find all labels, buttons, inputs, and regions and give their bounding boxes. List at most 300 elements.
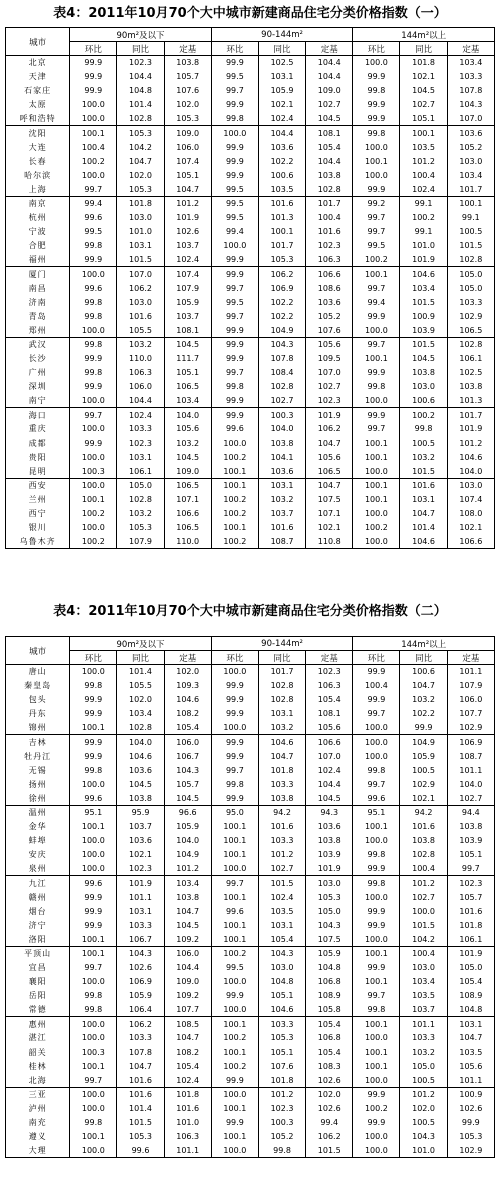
index-value-cell: 102.8 (400, 848, 447, 862)
city-name-cell: 北海 (6, 1073, 70, 1087)
index-value-cell: 100.0 (70, 478, 117, 492)
index-value-cell: 101.6 (400, 478, 447, 492)
index-value-cell: 100.0 (353, 323, 400, 337)
index-value-cell: 101.7 (306, 196, 353, 210)
index-value-cell: 100.0 (353, 1144, 400, 1158)
table-row (6, 975, 495, 989)
index-value-cell: 105.3 (164, 112, 211, 126)
index-value-cell: 101.2 (258, 848, 305, 862)
index-value-cell: 103.2 (164, 436, 211, 450)
index-value-cell: 101.8 (447, 918, 494, 932)
city-name-cell: 南充 (6, 1116, 70, 1130)
sub-header: 同比 (258, 42, 305, 56)
index-value-cell: 100.1 (211, 834, 258, 848)
index-value-cell: 104.7 (306, 478, 353, 492)
index-value-cell: 103.1 (258, 707, 305, 721)
index-value-cell: 104.3 (117, 946, 164, 960)
table-row (6, 380, 495, 394)
index-value-cell: 103.4 (447, 168, 494, 182)
index-value-cell: 105.9 (306, 946, 353, 960)
city-name-cell: 平顶山 (6, 946, 70, 960)
index-value-cell: 103.5 (447, 1045, 494, 1059)
index-value-cell: 105.8 (306, 1003, 353, 1017)
index-value-cell: 106.0 (117, 380, 164, 394)
index-value-cell: 103.2 (258, 492, 305, 506)
table-row (6, 876, 495, 890)
index-value-cell: 99.9 (211, 154, 258, 168)
index-value-cell: 103.8 (164, 56, 211, 70)
city-name-cell: 岳阳 (6, 989, 70, 1003)
index-value-cell: 100.1 (353, 1045, 400, 1059)
index-value-cell: 104.5 (164, 918, 211, 932)
index-value-cell: 102.8 (306, 182, 353, 196)
index-value-cell: 100.2 (400, 211, 447, 225)
index-value-cell: 99.6 (211, 904, 258, 918)
index-value-cell: 104.7 (164, 904, 211, 918)
index-value-cell: 99.7 (70, 960, 117, 974)
index-value-cell: 101.5 (400, 918, 447, 932)
index-value-cell: 104.6 (447, 450, 494, 464)
index-value-cell: 105.3 (117, 182, 164, 196)
index-value-cell: 103.6 (447, 126, 494, 140)
table-row (6, 791, 495, 805)
city-name-cell: 深圳 (6, 380, 70, 394)
index-value-cell: 108.2 (164, 1045, 211, 1059)
index-value-cell: 99.6 (117, 1144, 164, 1158)
index-value-cell: 99.7 (353, 337, 400, 351)
index-value-cell: 101.6 (117, 1073, 164, 1087)
index-value-cell: 104.3 (164, 763, 211, 777)
index-value-cell: 99.9 (211, 679, 258, 693)
table-row (6, 436, 495, 450)
index-value-cell: 101.1 (447, 763, 494, 777)
index-value-cell: 104.8 (258, 975, 305, 989)
city-name-cell: 洛阳 (6, 932, 70, 946)
table-row (6, 478, 495, 492)
index-value-cell: 107.8 (117, 1045, 164, 1059)
index-value-cell: 101.2 (447, 436, 494, 450)
index-value-cell: 99.9 (211, 56, 258, 70)
index-value-cell: 103.3 (117, 918, 164, 932)
index-value-cell: 102.2 (258, 309, 305, 323)
index-value-cell: 102.2 (258, 154, 305, 168)
table-row (6, 749, 495, 763)
index-value-cell: 109.5 (306, 351, 353, 365)
index-value-cell: 99.6 (70, 281, 117, 295)
index-value-cell: 103.6 (117, 834, 164, 848)
index-value-cell: 106.2 (306, 422, 353, 436)
table-row (6, 834, 495, 848)
index-value-cell: 103.8 (164, 890, 211, 904)
sub-header: 环比 (353, 42, 400, 56)
index-value-cell: 99.9 (353, 960, 400, 974)
index-value-cell: 99.9 (353, 182, 400, 196)
index-value-cell: 104.9 (164, 848, 211, 862)
table-row (6, 98, 495, 112)
city-name-cell: 郑州 (6, 323, 70, 337)
index-value-cell: 103.8 (258, 791, 305, 805)
index-value-cell: 105.2 (306, 309, 353, 323)
index-value-cell: 107.9 (164, 281, 211, 295)
sub-header: 定基 (447, 42, 494, 56)
index-value-cell: 103.5 (258, 904, 305, 918)
index-value-cell: 100.3 (70, 464, 117, 478)
index-value-cell: 99.7 (211, 876, 258, 890)
index-value-cell: 103.2 (117, 507, 164, 521)
index-value-cell: 103.8 (400, 366, 447, 380)
index-value-cell: 106.9 (447, 735, 494, 749)
index-value-cell: 106.0 (447, 693, 494, 707)
index-value-cell: 109.0 (306, 84, 353, 98)
index-value-cell: 103.4 (117, 707, 164, 721)
index-value-cell: 101.4 (400, 521, 447, 535)
index-value-cell: 99.9 (211, 707, 258, 721)
index-value-cell: 101.5 (117, 1116, 164, 1130)
city-name-cell: 福州 (6, 253, 70, 267)
index-value-cell: 100.0 (70, 450, 117, 464)
index-value-cell: 99.8 (70, 1116, 117, 1130)
index-value-cell: 100.1 (211, 820, 258, 834)
index-value-cell: 102.7 (258, 862, 305, 876)
index-value-cell: 99.8 (70, 1003, 117, 1017)
index-value-cell: 99.9 (353, 918, 400, 932)
index-value-cell: 101.7 (258, 239, 305, 253)
index-value-cell: 99.5 (211, 182, 258, 196)
index-value-cell: 101.6 (117, 309, 164, 323)
table-row (6, 721, 495, 735)
index-value-cell: 104.5 (306, 112, 353, 126)
index-value-cell: 105.0 (447, 281, 494, 295)
index-value-cell: 105.5 (117, 323, 164, 337)
index-value-cell: 101.2 (400, 1087, 447, 1101)
index-value-cell: 104.0 (447, 464, 494, 478)
index-value-cell: 100.2 (353, 253, 400, 267)
index-value-cell: 103.9 (306, 848, 353, 862)
sub-header: 同比 (258, 651, 305, 665)
index-value-cell: 104.2 (400, 932, 447, 946)
index-value-cell: 104.8 (306, 960, 353, 974)
city-name-cell: 桂林 (6, 1059, 70, 1073)
city-name-cell: 湛江 (6, 1031, 70, 1045)
group-header: 144m²以上 (353, 28, 495, 42)
index-value-cell: 108.1 (164, 323, 211, 337)
city-name-cell: 九江 (6, 876, 70, 890)
index-value-cell: 102.8 (258, 679, 305, 693)
index-value-cell: 102.0 (306, 1087, 353, 1101)
index-value-cell: 100.2 (70, 507, 117, 521)
sub-header: 环比 (70, 42, 117, 56)
index-value-cell: 99.5 (211, 211, 258, 225)
index-value-cell: 101.7 (447, 408, 494, 422)
table-row (6, 154, 495, 168)
index-value-cell: 100.5 (447, 225, 494, 239)
index-value-cell: 100.0 (211, 975, 258, 989)
index-value-cell: 100.1 (258, 225, 305, 239)
index-value-cell: 99.4 (353, 295, 400, 309)
table-row (6, 295, 495, 309)
index-value-cell: 103.0 (117, 211, 164, 225)
index-value-cell: 101.4 (117, 1101, 164, 1115)
group-header: 90m²及以下 (70, 28, 212, 42)
index-value-cell: 100.6 (258, 168, 305, 182)
index-value-cell: 100.0 (353, 168, 400, 182)
index-value-cell: 104.6 (400, 535, 447, 549)
index-value-cell: 99.9 (211, 735, 258, 749)
index-value-cell: 102.1 (306, 521, 353, 535)
table-row (6, 253, 495, 267)
index-value-cell: 105.3 (258, 253, 305, 267)
index-value-cell: 103.2 (400, 1045, 447, 1059)
index-value-cell: 99.9 (353, 665, 400, 679)
city-name-cell: 石家庄 (6, 84, 70, 98)
index-value-cell: 100.0 (400, 904, 447, 918)
index-value-cell: 107.0 (306, 749, 353, 763)
index-value-cell: 103.0 (447, 478, 494, 492)
index-value-cell: 107.1 (164, 492, 211, 506)
index-value-cell: 107.4 (447, 492, 494, 506)
city-column-header: 城市 (6, 28, 70, 56)
city-name-cell: 南宁 (6, 394, 70, 408)
city-name-cell: 赣州 (6, 890, 70, 904)
index-value-cell: 99.8 (70, 679, 117, 693)
index-value-cell: 102.1 (258, 98, 305, 112)
index-value-cell: 102.0 (400, 1101, 447, 1115)
index-value-cell: 99.9 (70, 56, 117, 70)
city-name-cell: 呼和浩特 (6, 112, 70, 126)
city-name-cell: 襄阳 (6, 975, 70, 989)
index-value-cell: 101.1 (447, 665, 494, 679)
index-value-cell: 104.7 (400, 679, 447, 693)
index-value-cell: 100.1 (211, 848, 258, 862)
city-name-cell: 无锡 (6, 763, 70, 777)
index-value-cell: 104.7 (117, 154, 164, 168)
index-value-cell: 99.1 (400, 196, 447, 210)
index-value-cell: 105.4 (164, 1059, 211, 1073)
index-value-cell: 99.9 (353, 904, 400, 918)
index-value-cell: 100.0 (70, 422, 117, 436)
index-value-cell: 101.9 (306, 862, 353, 876)
sub-header: 定基 (447, 651, 494, 665)
index-value-cell: 105.4 (306, 140, 353, 154)
index-value-cell: 103.6 (258, 464, 305, 478)
index-value-cell: 99.7 (211, 763, 258, 777)
index-value-cell: 100.0 (211, 436, 258, 450)
index-value-cell: 103.7 (164, 309, 211, 323)
table-row (6, 126, 495, 140)
index-value-cell: 94.2 (400, 805, 447, 819)
index-value-cell: 99.6 (70, 876, 117, 890)
index-value-cell: 103.7 (400, 1003, 447, 1017)
table-row (6, 989, 495, 1003)
index-value-cell: 99.9 (70, 735, 117, 749)
index-value-cell: 101.9 (447, 422, 494, 436)
index-value-cell: 100.0 (70, 777, 117, 791)
index-value-cell: 102.7 (447, 791, 494, 805)
index-value-cell: 103.7 (164, 239, 211, 253)
index-value-cell: 107.8 (258, 351, 305, 365)
index-value-cell: 107.4 (164, 154, 211, 168)
index-value-cell: 106.3 (117, 366, 164, 380)
index-value-cell: 108.4 (258, 366, 305, 380)
index-value-cell: 100.1 (353, 946, 400, 960)
index-value-cell: 105.4 (306, 1045, 353, 1059)
index-value-cell: 100.0 (70, 1101, 117, 1115)
table-row (6, 707, 495, 721)
index-value-cell: 100.2 (211, 492, 258, 506)
index-value-cell: 108.2 (164, 707, 211, 721)
index-value-cell: 100.0 (70, 834, 117, 848)
index-value-cell: 101.0 (164, 1116, 211, 1130)
index-value-cell: 100.2 (211, 1031, 258, 1045)
index-value-cell: 100.0 (353, 464, 400, 478)
table-row (6, 777, 495, 791)
index-value-cell: 104.1 (258, 450, 305, 464)
index-value-cell: 101.9 (306, 408, 353, 422)
index-value-cell: 100.0 (70, 98, 117, 112)
index-value-cell: 105.3 (306, 890, 353, 904)
index-value-cell: 102.6 (306, 1073, 353, 1087)
city-name-cell: 厦门 (6, 267, 70, 281)
index-value-cell: 103.1 (117, 239, 164, 253)
index-value-cell: 106.8 (306, 975, 353, 989)
index-value-cell: 100.0 (70, 862, 117, 876)
city-name-cell: 三亚 (6, 1087, 70, 1101)
index-value-cell: 102.8 (258, 380, 305, 394)
index-value-cell: 106.8 (306, 1031, 353, 1045)
index-value-cell: 99.9 (70, 693, 117, 707)
index-value-cell: 107.0 (117, 267, 164, 281)
city-name-cell: 乌鲁木齐 (6, 535, 70, 549)
index-value-cell: 106.5 (164, 380, 211, 394)
index-value-cell: 102.5 (258, 56, 305, 70)
index-value-cell: 100.0 (353, 140, 400, 154)
index-value-cell: 99.4 (306, 1116, 353, 1130)
index-value-cell: 102.0 (117, 168, 164, 182)
index-value-cell: 99.7 (70, 1073, 117, 1087)
city-name-cell: 常德 (6, 1003, 70, 1017)
index-value-cell: 103.6 (306, 295, 353, 309)
index-value-cell: 99.9 (70, 84, 117, 98)
index-value-cell: 100.6 (400, 394, 447, 408)
table-row (6, 1101, 495, 1115)
index-value-cell: 106.0 (164, 735, 211, 749)
city-name-cell: 包头 (6, 693, 70, 707)
index-value-cell: 102.5 (447, 366, 494, 380)
index-value-cell: 103.3 (447, 295, 494, 309)
index-value-cell: 101.8 (117, 196, 164, 210)
index-value-cell: 100.3 (258, 408, 305, 422)
index-value-cell: 103.1 (400, 492, 447, 506)
index-value-cell: 99.9 (211, 267, 258, 281)
index-value-cell: 100.1 (353, 154, 400, 168)
index-value-cell: 103.3 (447, 70, 494, 84)
index-value-cell: 109.2 (164, 932, 211, 946)
city-name-cell: 扬州 (6, 777, 70, 791)
city-name-cell: 广州 (6, 366, 70, 380)
index-value-cell: 99.4 (211, 225, 258, 239)
index-value-cell: 99.9 (353, 366, 400, 380)
index-value-cell: 104.0 (164, 834, 211, 848)
index-value-cell: 106.9 (117, 975, 164, 989)
index-value-cell: 105.3 (117, 126, 164, 140)
index-value-cell: 99.8 (258, 1144, 305, 1158)
index-value-cell: 107.6 (306, 323, 353, 337)
index-value-cell: 99.2 (353, 196, 400, 210)
sub-header: 同比 (117, 651, 164, 665)
index-value-cell: 105.4 (447, 975, 494, 989)
index-value-cell: 102.3 (117, 436, 164, 450)
table-row (6, 521, 495, 535)
index-value-cell: 99.9 (353, 112, 400, 126)
index-value-cell: 104.6 (164, 693, 211, 707)
index-value-cell: 109.0 (164, 126, 211, 140)
index-value-cell: 100.0 (353, 394, 400, 408)
table-row (6, 735, 495, 749)
index-value-cell: 99.8 (353, 1003, 400, 1017)
city-name-cell: 南京 (6, 196, 70, 210)
index-value-cell: 99.8 (70, 295, 117, 309)
index-value-cell: 104.6 (400, 267, 447, 281)
index-value-cell: 99.9 (211, 394, 258, 408)
index-value-cell: 105.1 (164, 366, 211, 380)
index-value-cell: 102.2 (258, 295, 305, 309)
index-value-cell: 104.5 (117, 777, 164, 791)
index-value-cell: 99.9 (211, 98, 258, 112)
index-value-cell: 104.0 (117, 735, 164, 749)
table-row (6, 351, 495, 365)
index-value-cell: 100.9 (447, 1087, 494, 1101)
index-value-cell: 102.6 (164, 225, 211, 239)
index-value-cell: 102.8 (117, 492, 164, 506)
sub-header: 同比 (117, 42, 164, 56)
index-value-cell: 101.3 (258, 211, 305, 225)
index-value-cell: 105.4 (306, 693, 353, 707)
city-name-cell: 温州 (6, 805, 70, 819)
index-value-cell: 99.5 (211, 295, 258, 309)
index-value-cell: 100.1 (353, 1017, 400, 1031)
index-value-cell: 108.5 (164, 1017, 211, 1031)
index-value-cell: 100.0 (353, 932, 400, 946)
index-value-cell: 101.8 (258, 763, 305, 777)
index-value-cell: 103.6 (258, 140, 305, 154)
index-value-cell: 105.9 (164, 295, 211, 309)
index-value-cell: 105.6 (306, 721, 353, 735)
index-value-cell: 102.8 (258, 693, 305, 707)
index-value-cell: 100.1 (353, 436, 400, 450)
index-value-cell: 102.3 (258, 1101, 305, 1115)
sub-header: 定基 (306, 42, 353, 56)
city-name-cell: 泸州 (6, 1101, 70, 1115)
index-value-cell: 101.1 (117, 890, 164, 904)
index-value-cell: 101.5 (400, 295, 447, 309)
index-value-cell: 100.1 (70, 946, 117, 960)
index-value-cell: 99.9 (70, 918, 117, 932)
index-value-cell: 106.1 (117, 464, 164, 478)
group-header: 90-144m² (211, 28, 353, 42)
index-value-cell: 100.0 (70, 521, 117, 535)
index-value-cell: 103.0 (400, 380, 447, 394)
index-value-cell: 99.8 (400, 422, 447, 436)
index-value-cell: 104.0 (258, 422, 305, 436)
index-value-cell: 99.5 (211, 70, 258, 84)
table-row (6, 267, 495, 281)
index-value-cell: 94.3 (306, 805, 353, 819)
index-value-cell: 104.7 (164, 182, 211, 196)
index-value-cell: 100.1 (70, 721, 117, 735)
index-value-cell: 102.4 (117, 408, 164, 422)
index-value-cell: 102.4 (400, 182, 447, 196)
index-value-cell: 99.9 (211, 749, 258, 763)
